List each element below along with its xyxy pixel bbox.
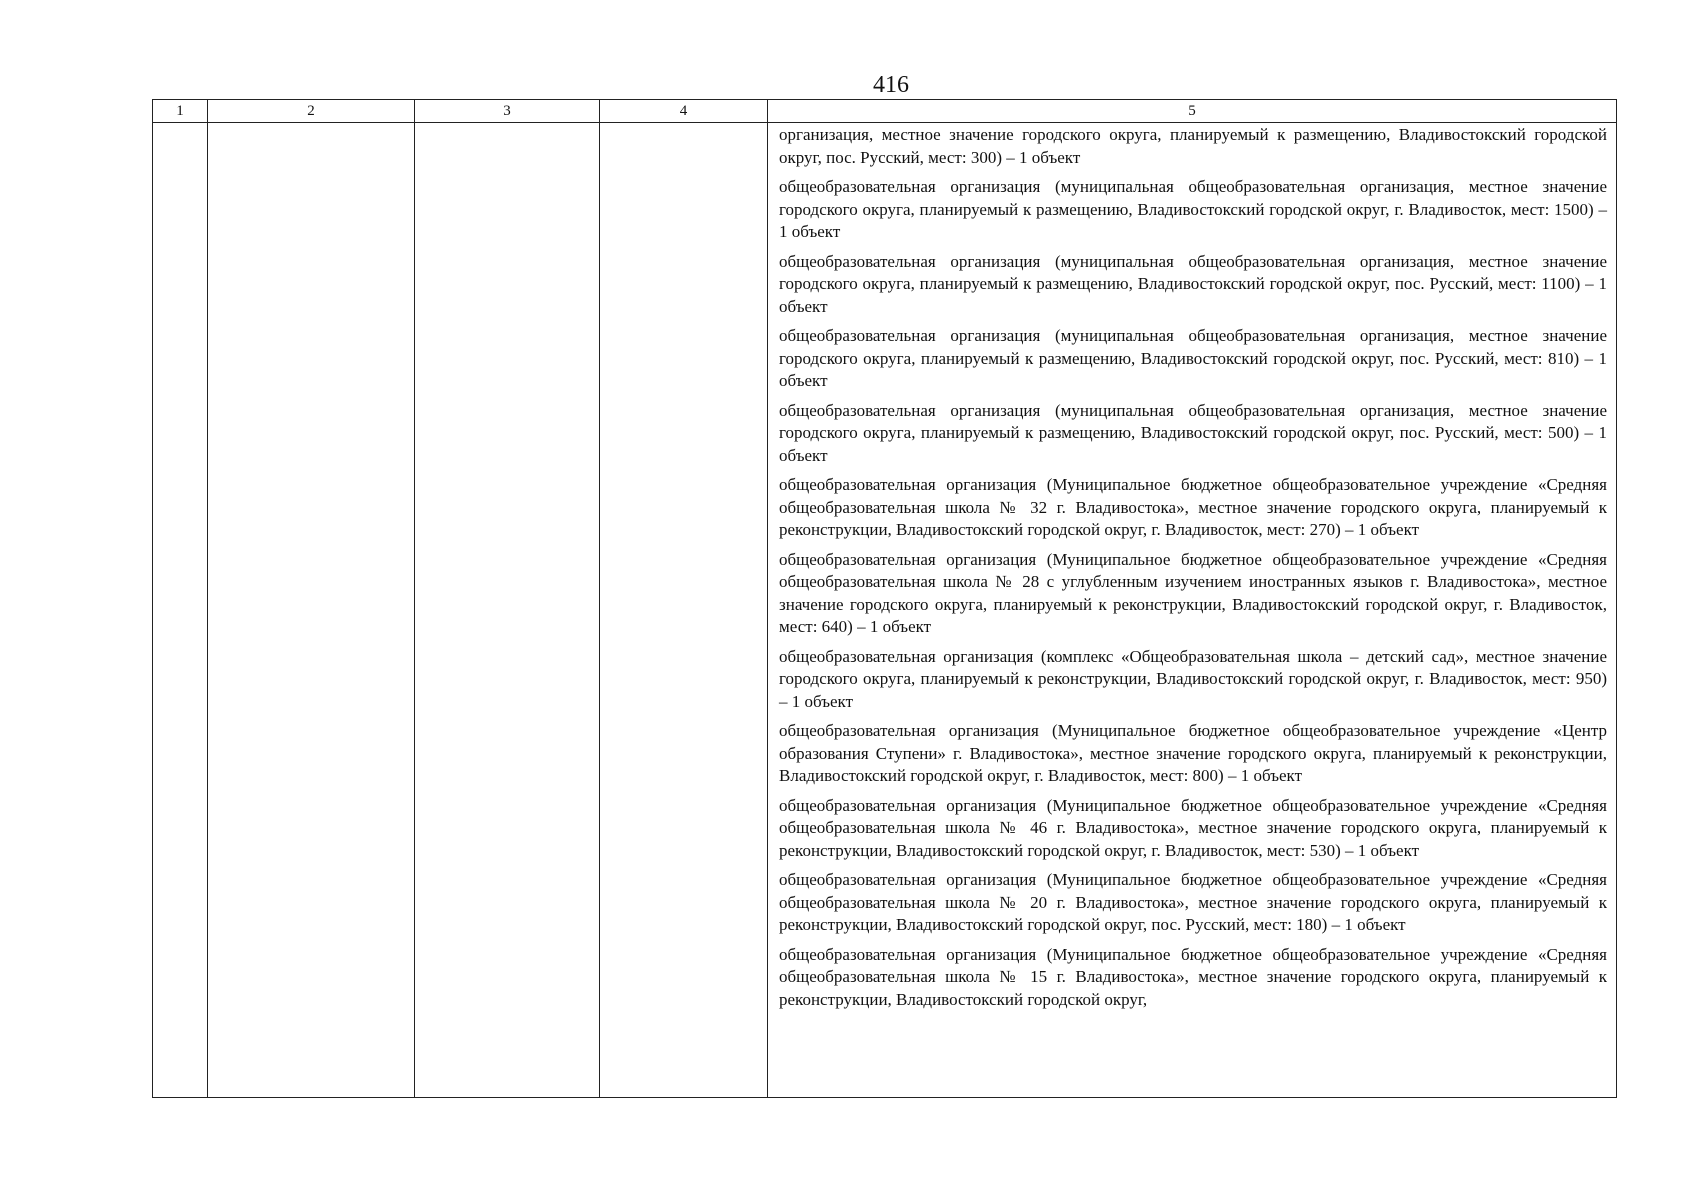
table-row [153, 123, 1617, 1098]
entries-list [768, 123, 1616, 1097]
list-item: общеобразовательная организация (Муниципальное бюджетное общеобразовательное учреждение «Средняя общеобразовательная школа № 20 г. Владивостока», местное значение городского округа, планируемый к реконструкции, Владивостокский городской округ, пос. Русский, мест: 180) – 1 объект [779, 870, 1607, 934]
list-item: общеобразовательная организация (Муниципальное бюджетное общеобразовательное учреждение «Средняя общеобразовательная школа № 46 г. Владивостока», местное значение городского округа, планируемый к реконструкции, Владивостокский городской округ, г. Владивосток, мест: 530) – 1 объект [779, 795, 1607, 860]
cell-column-2 [208, 123, 415, 1098]
column-header-2: 2 [208, 100, 415, 123]
list-item: общеобразовательная организация (Муниципальное бюджетное общеобразовательное учреждение «Средняя общеобразовательная школа № 28 с углубленным изучением иностранных языков г. Владивостока», местное значение городского округа, планируемый к реконструкции, Владивостокский городской округ, г. Владивосток, мест: 640) – 1 объект [779, 549, 1607, 636]
column-header-1: 1 [153, 100, 208, 123]
cell-column-3 [415, 123, 600, 1098]
column-header-5: 5 [768, 100, 1617, 123]
list-item: общеобразовательная организация (Муниципальное бюджетное общеобразовательное учреждение «Центр образования Ступени» г. Владивостока», местное значение городского округа, планируемый к реконструкции, Владивостокский городской округ, г. Владивосток, мест: 800) – 1 объект [779, 721, 1607, 785]
column-header-3: 3 [415, 100, 600, 123]
cell-column-1 [153, 123, 208, 1098]
planning-table [152, 99, 1617, 1098]
cell-column-5 [768, 123, 1617, 1098]
list-item: общеобразовательная организация (муниципальная общеобразовательная организация, местное значение городского округа, планируемый к размещению, Владивостокский городской округ, пос. Русский, мест: 500) – 1 объект [779, 400, 1607, 465]
list-item: общеобразовательная организация (муниципальная общеобразовательная организация, местное значение городского округа, планируемый к размещению, Владивостокский городской округ, г. Владивосток, мест: 1500) – 1 объект [779, 177, 1607, 241]
cell-column-4 [600, 123, 768, 1098]
page-number: 416 [873, 72, 909, 98]
list-item: общеобразовательная организация (комплекс «Общеобразовательная школа – детский сад», местное значение городского округа, планируемый к реконструкции, Владивостокский городской округ, г. Владивосток, мест: 950) – 1 объект [779, 646, 1607, 711]
list-item: организация, местное значение городского округа, планируемый к размещению, Владивостокский городской округ, пос. Русский, мест: 300) – 1 объект [779, 125, 1607, 167]
table-header-row [153, 100, 1617, 123]
column-header-4: 4 [600, 100, 768, 123]
list-item: общеобразовательная организация (Муниципальное бюджетное общеобразовательное учреждение «Средняя общеобразовательная школа № 32 г. Владивостока», местное значение городского округа, планируемый к реконструкции, Владивостокский городской округ, г. Владивосток, мест: 270) – 1 объект [779, 475, 1607, 539]
list-item: общеобразовательная организация (муниципальная общеобразовательная организация, местное значение городского округа, планируемый к размещению, Владивостокский городской округ, пос. Русский, мест: 1100) – 1 объект [779, 251, 1607, 316]
list-item: общеобразовательная организация (муниципальная общеобразовательная организация, местное значение городского округа, планируемый к размещению, Владивостокский городской округ, пос. Русский, мест: 810) – 1 объект [779, 326, 1607, 390]
list-item: общеобразовательная организация (Муниципальное бюджетное общеобразовательное учреждение «Средняя общеобразовательная школа № 15 г. Владивостока», местное значение городского округа, планируемый к реконструкции, Владивостокский городской округ, [779, 944, 1607, 1009]
